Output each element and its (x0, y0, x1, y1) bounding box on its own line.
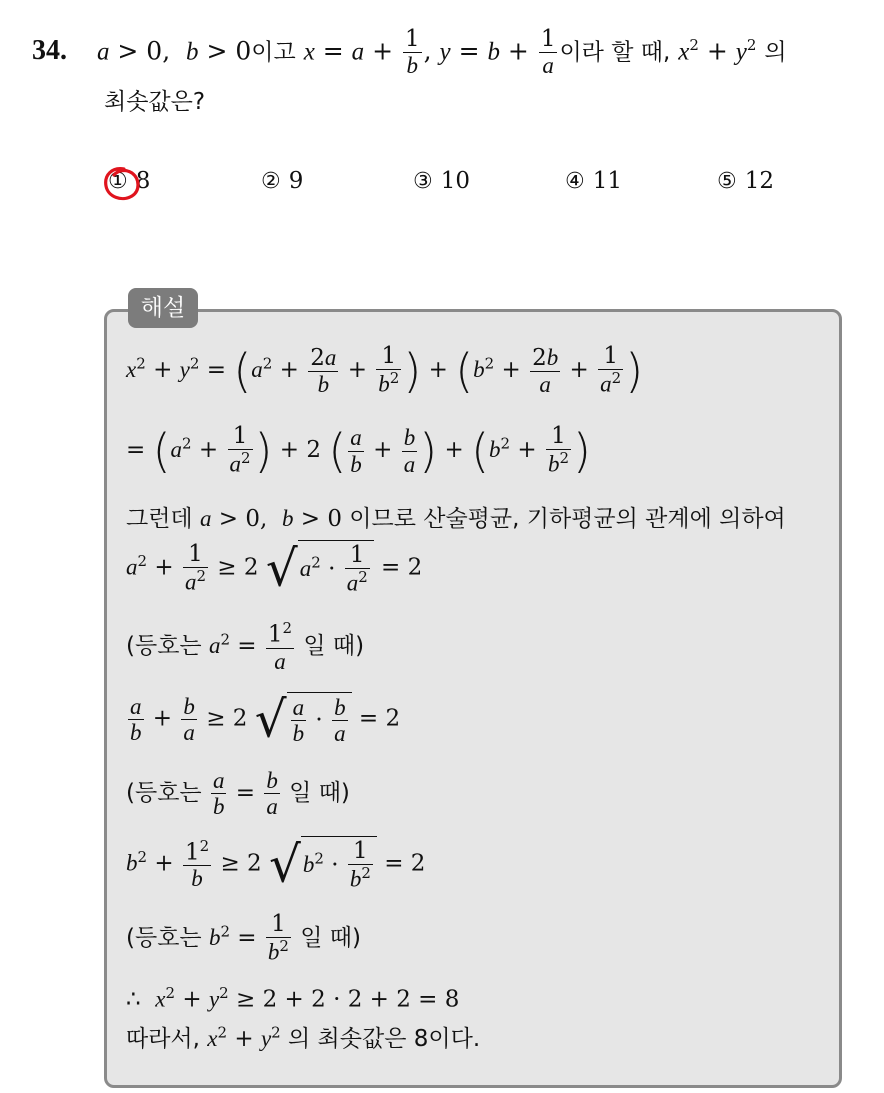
question-end-text: 의 (764, 39, 787, 66)
question-line-1: 34. a > 0, b > 0이고 x = a + $\frac{1}{b}$ , y = b + $\frac{1}{a}$ 이라 할 때, $x^2 + y^2$ 의 (32, 26, 787, 79)
choice-5[interactable] (717, 168, 774, 194)
equality-3-suffix: 일 때) (300, 925, 361, 952)
question-number: 34. (32, 35, 67, 67)
equality-1-prefix: (등호는 (126, 633, 202, 660)
choice-1-value: 8 (135, 168, 151, 194)
choice-1[interactable] (108, 168, 150, 194)
solution-text-amgm: 그런데 a > 0, b > 0 이므로 산술평균, 기하평균의 관계에 의하여 (126, 506, 786, 532)
question-tail-text: 이라 할 때, (559, 39, 671, 66)
solution-eq-2: = ($a^2$ + $\frac{1}{a^2}$ ) + 2 ( $\frac{a}{b}$ + $\frac{b}{a}$ ) + ($b^2$ + $\frac{1}{b^2}$ ) (126, 423, 591, 479)
solution-label: 해설 (128, 288, 198, 328)
choice-4[interactable] (565, 168, 622, 194)
choice-2[interactable] (261, 168, 303, 194)
equality-2-suffix: 일 때) (289, 779, 350, 806)
question (32, 22, 872, 125)
equality-1-suffix: 일 때) (303, 633, 365, 660)
solution-equality-1: (등호는 $a^2$ = $\frac{1^2}{a}$ 일 때) (126, 619, 365, 674)
question-line-2: 최솟값은? (104, 88, 206, 115)
solution-ineq-3: $b^2$ + $\frac{1^2}{b}$ ≥ 2 $√b^2$ · $\frac{1}{b^2}$ = 2 (126, 835, 426, 894)
solution-ineq-2: $\frac{a}{b}$ + $\frac{b}{a}$ ≥ 2 √ $\frac{a}{b}$ · $\frac{b}{a}$ = 2 (130, 690, 401, 749)
choice-4-value: 11 (592, 168, 623, 194)
choice-5-value: 12 (744, 168, 775, 194)
choice-3-value: 10 (440, 168, 471, 194)
conclusion-suffix: 의 최솟값은 8이다. (288, 1026, 481, 1052)
amgm-prefix: 그런데 (126, 506, 193, 532)
solution-equality-2: (등호는 $\frac{a}{b}$ = $\frac{b}{a}$ 일 때) (126, 768, 350, 820)
solution-eq-1: $x^2 + y^2 = (a^2$ + $\frac{2a}{b}$ + $\frac{1}{b^2}$ ) + ($b^2$ + $\frac{2b}{a}$ + $\frac{1}{a^2}$ ) (126, 343, 644, 399)
choice-2-value: 9 (288, 168, 304, 194)
choice-3[interactable] (413, 168, 470, 194)
choice-4-marker: ④ (565, 169, 585, 194)
choice-1-marker: ① (108, 169, 128, 194)
equality-2-prefix: (등호는 (126, 779, 202, 806)
solution-therefore: ∴ $x^2 + y^2 \ge 2 + 2 \cdot 2 + 2 = 8$ (126, 984, 460, 1013)
question-cond-text: 이고 (251, 39, 296, 66)
solution-equality-3: (등호는 $b^2$ = $\frac{1}{b^2}$ 일 때) (126, 911, 361, 965)
equality-3-prefix: (등호는 (126, 925, 202, 952)
choice-5-marker: ⑤ (717, 169, 737, 194)
selected-circle-icon (100, 161, 146, 207)
amgm-suffix: 이므로 산술평균, 기하평균의 관계에 의하여 (349, 506, 786, 532)
solution-conclusion: 따라서, $x^2 + y^2$ 의 최솟값은 8이다. (126, 1023, 481, 1052)
choice-2-marker: ② (261, 169, 281, 194)
choice-3-marker: ③ (413, 169, 433, 194)
conclusion-prefix: 따라서, (126, 1026, 200, 1052)
solution-ineq-1: $a^2$ + $\frac{1}{a^2}$ ≥ 2 $√a^2$ · $\frac{1}{a^2}$ = 2 (126, 539, 423, 598)
